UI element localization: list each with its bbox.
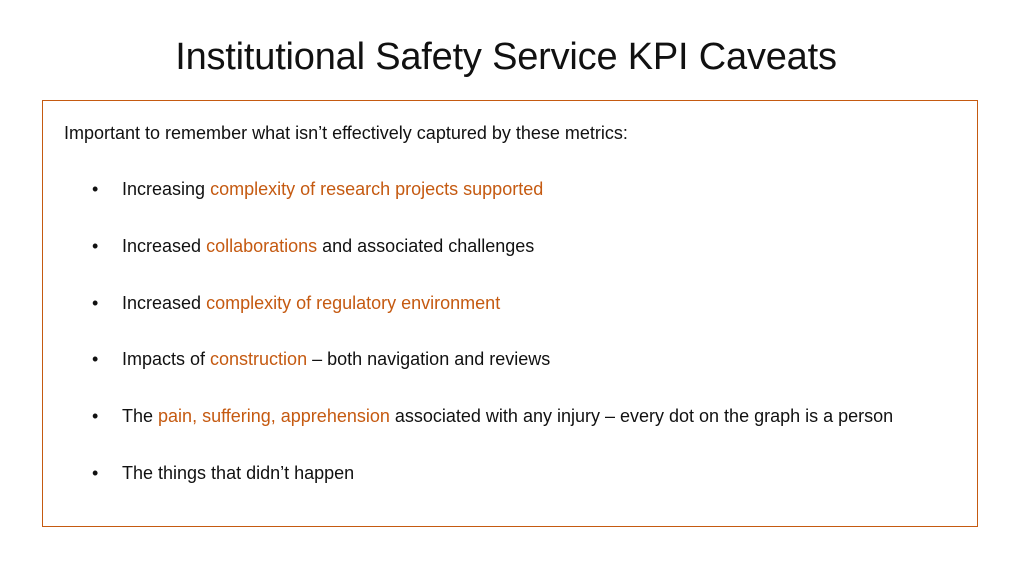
bullet-icon: • xyxy=(92,349,99,370)
bullet-highlight: pain, suffering, apprehension xyxy=(158,406,390,427)
bullet-text xyxy=(122,291,500,315)
bullet-text-after: – both navigation and reviews xyxy=(307,349,551,370)
bullet-text xyxy=(122,177,543,201)
bullet-text-before: The xyxy=(122,406,159,427)
bullet-text xyxy=(122,404,893,428)
bullet-icon: • xyxy=(92,235,99,256)
bullet-text-before: The things that didn’t happen xyxy=(122,462,355,483)
caveats-box xyxy=(42,100,978,527)
bullet-text-after: and associated challenges xyxy=(317,235,535,256)
bullet-text-before: Increased xyxy=(122,292,207,313)
bullet-text-after: associated with any injury – every dot on the graph is a person xyxy=(389,406,894,427)
bullet-highlight: complexity of regulatory environment xyxy=(206,292,501,313)
bullet-icon: • xyxy=(92,462,99,483)
bullet-highlight: construction xyxy=(210,349,308,370)
bullet-text-before: Impacts of xyxy=(122,349,211,370)
bullet-highlight: complexity of research projects supported xyxy=(210,179,544,199)
bullet-text xyxy=(122,347,550,371)
bullet-icon: • xyxy=(92,292,99,313)
bullet-text-before: Increased xyxy=(122,235,207,256)
bullet-icon: • xyxy=(92,406,99,427)
bullet-text xyxy=(122,461,354,485)
bullet-icon: • xyxy=(92,179,99,199)
bullet-highlight: collaborations xyxy=(206,235,318,256)
slide-title: Institutional Safety Service KPI Caveats xyxy=(175,36,837,78)
bullet-text xyxy=(122,234,534,258)
bullet-text-before: Increasing xyxy=(122,179,211,199)
intro-text: Important to remember what isn’t effectively captured by these metrics: xyxy=(64,123,628,143)
